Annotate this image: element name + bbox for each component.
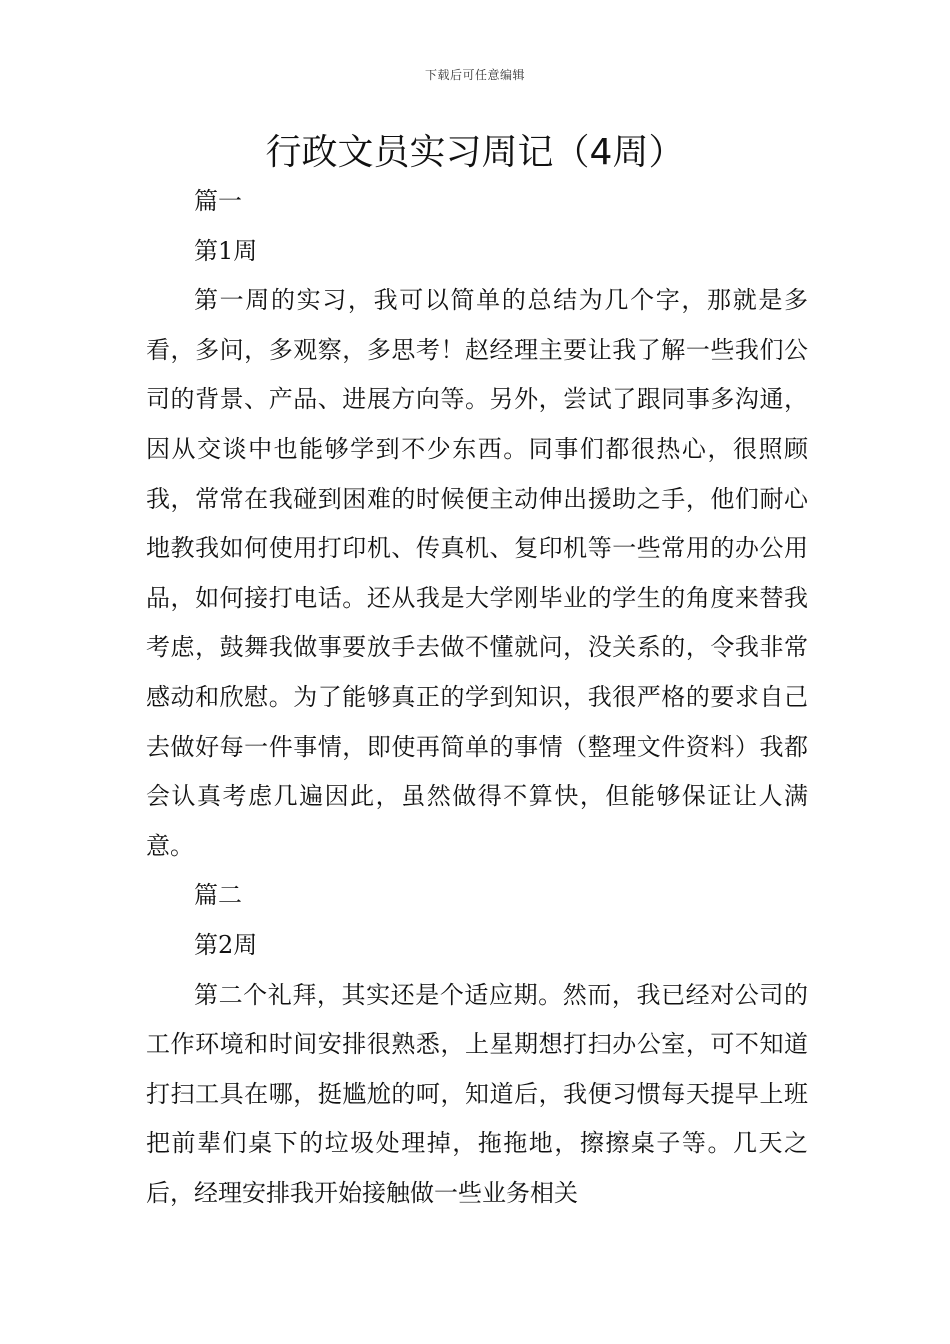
week-heading-2: 第2周 (194, 930, 258, 959)
document-body (146, 177, 808, 1218)
paragraph-week-2: 第二个礼拜，其实还是个适应期。然而，我已经对公司的工作环境和时间安排很熟悉，上星期想打扫办公室，可不知道打扫工具在哪，挺尴尬的呵，知道后，我便习惯每天提早上班把前辈们桌下的垃圾处理掉，拖拖地，擦擦桌子等。几天之后，经理安排我开始接触做一些业务相关 (146, 980, 808, 1207)
section-heading-2: 篇二 (194, 881, 242, 910)
header-note: 下载后可任意编辑 (424, 68, 525, 82)
paragraph-week-1: 第一周的实习，我可以简单的总结为几个字，那就是多看，多问，多观察，多思考！赵经理主要让我了解一些我们公司的背景、产品、进展方向等。另外，尝试了跟同事多沟通，因从交谈中也能够学到不少东西。同事们都很热心，很照顾我，常常在我碰到困难的时候便主动伸出援助之手，他们耐心地教我如何使用打印机、传真机、复印机等一些常用的办公用品，如何接打电话。还从我是大学刚毕业的学生的角度来替我考虑，鼓舞我做事要放手去做不懂就问，没关系的，令我非常感动和欣慰。为了能够真正的学到知识，我很严格的要求自己去做好每一件事情，即使再简单的事情（整理文件资料）我都会认真考虑几遍因此，虽然做得不算快，但能够保证让人满意。 (146, 286, 808, 860)
week-heading-1: 第1周 (194, 236, 258, 265)
document-title: 行政文员实习周记（4周） (265, 132, 685, 173)
section-heading-1: 篇一 (194, 187, 242, 215)
